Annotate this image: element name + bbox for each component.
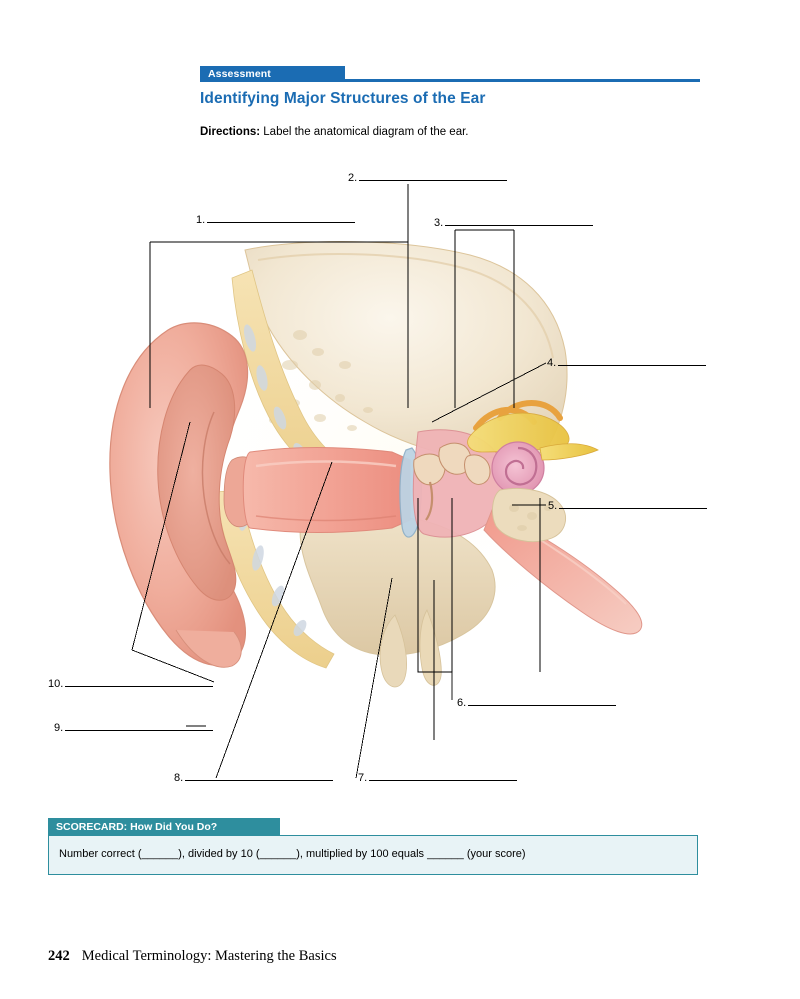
label-blank-10[interactable]: 10.	[48, 676, 213, 690]
label-blank-9[interactable]: 9.	[54, 720, 213, 734]
blank-line-1[interactable]	[207, 212, 355, 223]
blank-line-4[interactable]	[558, 355, 706, 366]
blank-line-9[interactable]	[65, 720, 213, 731]
scorecard-tab-label: SCORECARD: How Did You Do?	[56, 821, 218, 833]
blank-line-7[interactable]	[369, 770, 517, 781]
blank-line-10[interactable]	[65, 676, 213, 687]
label-blank-8[interactable]: 8.	[174, 770, 333, 784]
assessment-tab	[200, 66, 345, 82]
blank-line-8[interactable]	[185, 770, 333, 781]
scorecard-body	[48, 835, 698, 875]
ear-diagram-figure	[0, 160, 800, 800]
blank-line-2[interactable]	[359, 170, 507, 181]
directions-label: Directions:	[200, 126, 261, 138]
assessment-tab-label: Assessment	[208, 68, 271, 80]
label-blank-5[interactable]: 5.	[548, 498, 707, 512]
label-blank-2[interactable]: 2.	[348, 170, 507, 184]
page-title: Identifying Major Structures of the Ear	[200, 90, 486, 107]
directions-text: Label the anatomical diagram of the ear.	[260, 126, 469, 138]
label-blank-4[interactable]: 4.	[547, 355, 706, 369]
blank-line-5[interactable]	[559, 498, 707, 509]
header-rule	[345, 79, 700, 82]
scorecard-tab	[48, 818, 280, 835]
directions	[200, 126, 469, 138]
ear-anatomy-illustration	[0, 160, 800, 800]
blank-line-6[interactable]	[468, 695, 616, 706]
book-title: Medical Terminology: Mastering the Basics	[81, 948, 337, 964]
page-number: 242	[48, 948, 70, 964]
label-blank-7[interactable]: 7.	[358, 770, 517, 784]
page-footer	[48, 948, 337, 965]
label-blank-3[interactable]: 3.	[434, 215, 593, 229]
blank-line-3[interactable]	[445, 215, 593, 226]
label-blank-1[interactable]: 1.	[196, 212, 355, 226]
label-blank-6[interactable]: 6.	[457, 695, 616, 709]
scorecard-text: Number correct (______), divided by 10 (______), multiplied by 100 equals ______ (your score)	[59, 848, 526, 860]
